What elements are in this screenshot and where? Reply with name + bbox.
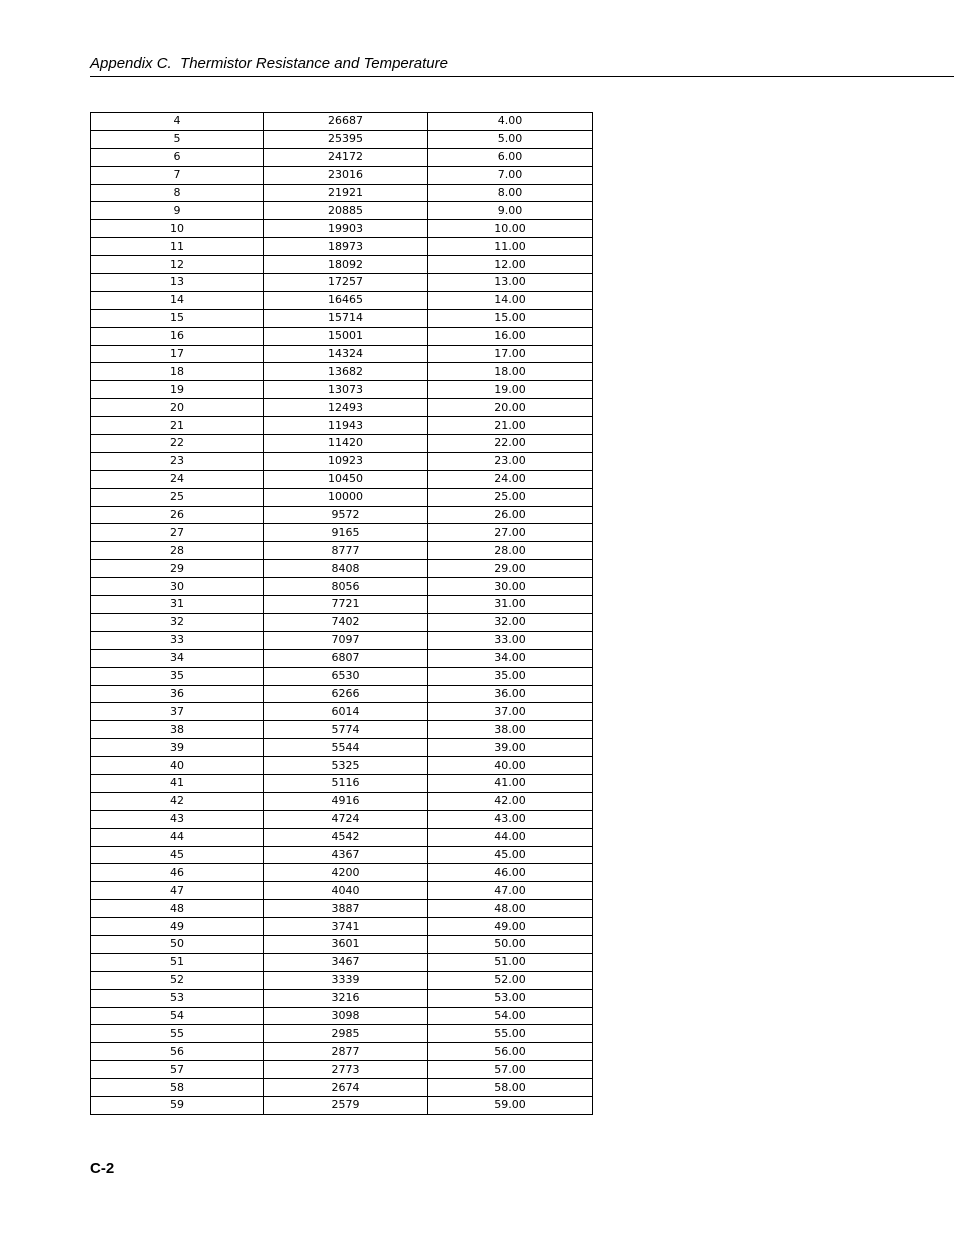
table-row [91,757,593,775]
temperature-cell: 54 [91,1007,264,1025]
resistance-cell: 5325 [264,757,428,775]
temperature-value-cell: 46.00 [428,864,593,882]
page-header-title: Appendix C. Thermistor Resistance and Temperature [90,55,448,72]
table-row [91,291,593,309]
temperature-value-cell: 59.00 [428,1096,593,1114]
table-row [91,1007,593,1025]
temperature-value-cell: 44.00 [428,828,593,846]
table-row [91,470,593,488]
table-row [91,846,593,864]
table-row [91,309,593,327]
resistance-cell: 15001 [264,327,428,345]
temperature-value-cell: 33.00 [428,631,593,649]
temperature-cell: 26 [91,506,264,524]
resistance-cell: 9165 [264,524,428,542]
temperature-value-cell: 43.00 [428,810,593,828]
table-row [91,882,593,900]
resistance-cell: 12493 [264,399,428,417]
temperature-value-cell: 39.00 [428,739,593,757]
table-row [91,828,593,846]
resistance-cell: 3098 [264,1007,428,1025]
temperature-cell: 41 [91,774,264,792]
temperature-cell: 19 [91,381,264,399]
temperature-value-cell: 13.00 [428,274,593,292]
temperature-cell: 14 [91,291,264,309]
resistance-cell: 5116 [264,774,428,792]
temperature-value-cell: 7.00 [428,166,593,184]
resistance-cell: 6014 [264,703,428,721]
temperature-cell: 59 [91,1096,264,1114]
table-row [91,971,593,989]
resistance-cell: 10450 [264,470,428,488]
table-row [91,864,593,882]
temperature-cell: 38 [91,721,264,739]
resistance-cell: 5544 [264,739,428,757]
resistance-cell: 18973 [264,238,428,256]
temperature-value-cell: 12.00 [428,256,593,274]
temperature-cell: 35 [91,667,264,685]
temperature-cell: 28 [91,542,264,560]
temperature-value-cell: 16.00 [428,327,593,345]
temperature-value-cell: 35.00 [428,667,593,685]
temperature-cell: 46 [91,864,264,882]
temperature-cell: 55 [91,1025,264,1043]
table-row [91,774,593,792]
temperature-cell: 10 [91,220,264,238]
resistance-cell: 7721 [264,596,428,614]
temperature-cell: 56 [91,1043,264,1061]
table-row [91,327,593,345]
table-row [91,417,593,435]
table-row [91,238,593,256]
table-row [91,935,593,953]
table-row [91,345,593,363]
resistance-cell: 3601 [264,935,428,953]
resistance-cell: 26687 [264,113,428,131]
table-row [91,1079,593,1097]
resistance-cell: 10000 [264,488,428,506]
temperature-cell: 50 [91,935,264,953]
resistance-cell: 11943 [264,417,428,435]
temperature-value-cell: 51.00 [428,953,593,971]
temperature-value-cell: 23.00 [428,452,593,470]
temperature-value-cell: 31.00 [428,596,593,614]
temperature-value-cell: 24.00 [428,470,593,488]
temperature-value-cell: 55.00 [428,1025,593,1043]
temperature-value-cell: 45.00 [428,846,593,864]
temperature-value-cell: 53.00 [428,989,593,1007]
resistance-cell: 20885 [264,202,428,220]
resistance-cell: 24172 [264,148,428,166]
table-row [91,399,593,417]
temperature-value-cell: 58.00 [428,1079,593,1097]
resistance-cell: 4200 [264,864,428,882]
table-row [91,900,593,918]
table-row [91,1061,593,1079]
resistance-cell: 3216 [264,989,428,1007]
temperature-value-cell: 30.00 [428,578,593,596]
resistance-cell: 3339 [264,971,428,989]
resistance-cell: 14324 [264,345,428,363]
temperature-cell: 22 [91,435,264,453]
temperature-value-cell: 14.00 [428,291,593,309]
temperature-value-cell: 22.00 [428,435,593,453]
table-row [91,148,593,166]
table-row [91,649,593,667]
resistance-cell: 2674 [264,1079,428,1097]
temperature-cell: 44 [91,828,264,846]
temperature-value-cell: 25.00 [428,488,593,506]
temperature-value-cell: 28.00 [428,542,593,560]
resistance-cell: 8408 [264,560,428,578]
table-row [91,810,593,828]
temperature-value-cell: 11.00 [428,238,593,256]
temperature-value-cell: 41.00 [428,774,593,792]
temperature-cell: 17 [91,345,264,363]
table-row [91,113,593,131]
resistance-cell: 4724 [264,810,428,828]
table-row [91,1043,593,1061]
resistance-cell: 23016 [264,166,428,184]
temperature-value-cell: 49.00 [428,918,593,936]
temperature-value-cell: 29.00 [428,560,593,578]
table-row [91,202,593,220]
table-row [91,435,593,453]
resistance-cell: 17257 [264,274,428,292]
resistance-cell: 25395 [264,130,428,148]
temperature-cell: 49 [91,918,264,936]
resistance-cell: 6530 [264,667,428,685]
resistance-cell: 2579 [264,1096,428,1114]
table-row [91,542,593,560]
temperature-cell: 36 [91,685,264,703]
resistance-cell: 16465 [264,291,428,309]
temperature-value-cell: 47.00 [428,882,593,900]
temperature-cell: 7 [91,166,264,184]
temperature-value-cell: 37.00 [428,703,593,721]
resistance-cell: 11420 [264,435,428,453]
table-row [91,220,593,238]
resistance-cell: 4542 [264,828,428,846]
table-row [91,524,593,542]
temperature-value-cell: 15.00 [428,309,593,327]
temperature-cell: 23 [91,452,264,470]
temperature-cell: 5 [91,130,264,148]
temperature-cell: 42 [91,792,264,810]
temperature-cell: 20 [91,399,264,417]
resistance-cell: 10923 [264,452,428,470]
temperature-cell: 52 [91,971,264,989]
table-row [91,184,593,202]
table-row [91,685,593,703]
resistance-cell: 4367 [264,846,428,864]
temperature-value-cell: 19.00 [428,381,593,399]
resistance-cell: 8056 [264,578,428,596]
resistance-cell: 18092 [264,256,428,274]
temperature-cell: 27 [91,524,264,542]
temperature-value-cell: 48.00 [428,900,593,918]
page-number: C-2 [90,1160,115,1177]
temperature-cell: 43 [91,810,264,828]
table-row [91,1096,593,1114]
table-row [91,667,593,685]
resistance-cell: 5774 [264,721,428,739]
resistance-cell: 13682 [264,363,428,381]
table-row [91,989,593,1007]
table-row [91,506,593,524]
temperature-cell: 34 [91,649,264,667]
temperature-value-cell: 17.00 [428,345,593,363]
temperature-value-cell: 8.00 [428,184,593,202]
table-row [91,613,593,631]
temperature-value-cell: 27.00 [428,524,593,542]
temperature-value-cell: 10.00 [428,220,593,238]
table-row [91,953,593,971]
resistance-cell: 2877 [264,1043,428,1061]
temperature-cell: 40 [91,757,264,775]
resistance-cell: 6807 [264,649,428,667]
temperature-cell: 37 [91,703,264,721]
resistance-cell: 21921 [264,184,428,202]
thermistor-table-body [91,113,593,1115]
table-row [91,1025,593,1043]
temperature-cell: 29 [91,560,264,578]
table-row [91,166,593,184]
table-row [91,560,593,578]
temperature-cell: 16 [91,327,264,345]
temperature-cell: 13 [91,274,264,292]
table-row [91,488,593,506]
table-row [91,792,593,810]
temperature-value-cell: 26.00 [428,506,593,524]
temperature-cell: 33 [91,631,264,649]
temperature-cell: 39 [91,739,264,757]
resistance-cell: 7402 [264,613,428,631]
temperature-cell: 51 [91,953,264,971]
table-row [91,739,593,757]
resistance-cell: 3741 [264,918,428,936]
temperature-value-cell: 54.00 [428,1007,593,1025]
table-row [91,363,593,381]
resistance-cell: 15714 [264,309,428,327]
temperature-cell: 9 [91,202,264,220]
table-row [91,703,593,721]
table-row [91,130,593,148]
temperature-cell: 48 [91,900,264,918]
resistance-cell: 4040 [264,882,428,900]
temperature-cell: 18 [91,363,264,381]
resistance-cell: 3467 [264,953,428,971]
temperature-value-cell: 6.00 [428,148,593,166]
temperature-cell: 6 [91,148,264,166]
temperature-cell: 25 [91,488,264,506]
table-row [91,721,593,739]
temperature-value-cell: 42.00 [428,792,593,810]
temperature-cell: 47 [91,882,264,900]
temperature-value-cell: 20.00 [428,399,593,417]
temperature-value-cell: 21.00 [428,417,593,435]
resistance-cell: 2985 [264,1025,428,1043]
resistance-cell: 2773 [264,1061,428,1079]
thermistor-table [90,112,593,1115]
table-row [91,918,593,936]
temperature-value-cell: 9.00 [428,202,593,220]
temperature-value-cell: 50.00 [428,935,593,953]
temperature-cell: 32 [91,613,264,631]
table-row [91,596,593,614]
temperature-value-cell: 57.00 [428,1061,593,1079]
temperature-value-cell: 18.00 [428,363,593,381]
temperature-cell: 57 [91,1061,264,1079]
table-row [91,256,593,274]
page-header [90,54,954,77]
temperature-cell: 45 [91,846,264,864]
table-row [91,631,593,649]
resistance-cell: 9572 [264,506,428,524]
resistance-cell: 6266 [264,685,428,703]
temperature-cell: 8 [91,184,264,202]
temperature-value-cell: 38.00 [428,721,593,739]
resistance-cell: 13073 [264,381,428,399]
temperature-cell: 58 [91,1079,264,1097]
table-row [91,381,593,399]
temperature-cell: 12 [91,256,264,274]
temperature-value-cell: 4.00 [428,113,593,131]
temperature-cell: 4 [91,113,264,131]
resistance-cell: 19903 [264,220,428,238]
resistance-cell: 7097 [264,631,428,649]
temperature-cell: 24 [91,470,264,488]
temperature-cell: 21 [91,417,264,435]
table-row [91,274,593,292]
temperature-value-cell: 32.00 [428,613,593,631]
temperature-value-cell: 52.00 [428,971,593,989]
temperature-value-cell: 36.00 [428,685,593,703]
resistance-cell: 8777 [264,542,428,560]
table-row [91,452,593,470]
temperature-value-cell: 34.00 [428,649,593,667]
resistance-cell: 3887 [264,900,428,918]
temperature-value-cell: 5.00 [428,130,593,148]
temperature-cell: 11 [91,238,264,256]
temperature-value-cell: 56.00 [428,1043,593,1061]
temperature-value-cell: 40.00 [428,757,593,775]
temperature-cell: 31 [91,596,264,614]
table-row [91,578,593,596]
temperature-cell: 53 [91,989,264,1007]
temperature-cell: 15 [91,309,264,327]
temperature-cell: 30 [91,578,264,596]
resistance-cell: 4916 [264,792,428,810]
